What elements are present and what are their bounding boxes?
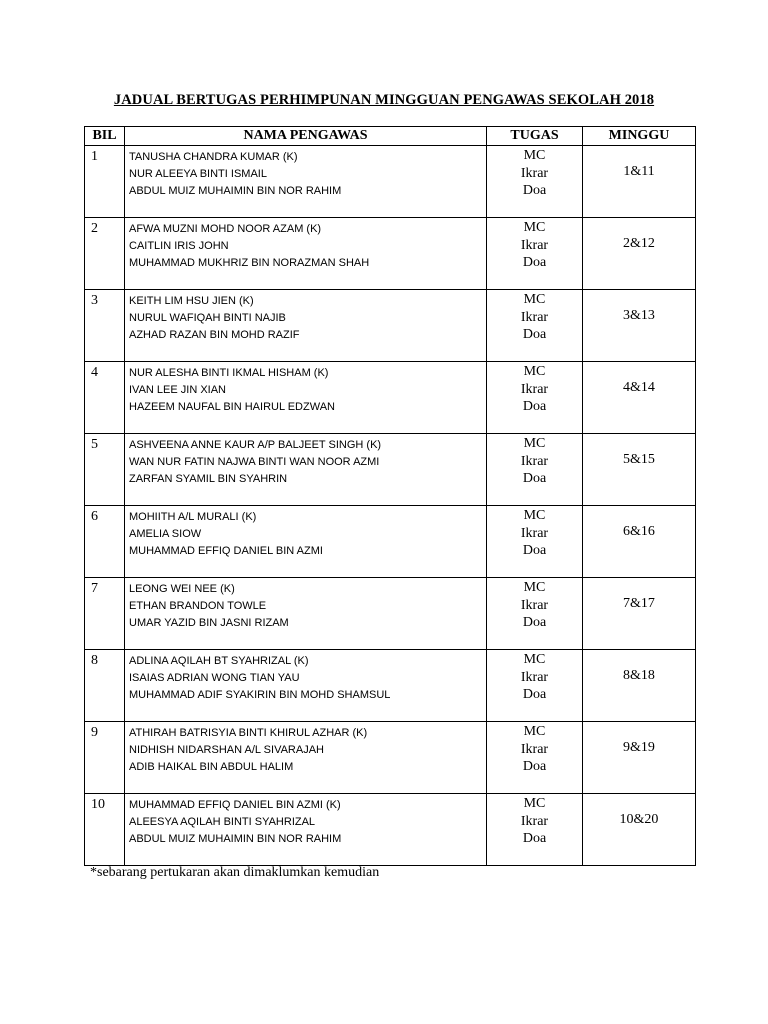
nama-pengawas-cell [125, 794, 487, 866]
prefect-name: ISAIAS ADRIAN WONG TIAN YAU [129, 672, 300, 684]
table-row [85, 146, 696, 218]
nama-pengawas-cell [125, 650, 487, 722]
minggu-cell: 6&16 [583, 506, 696, 578]
nama-pengawas-cell [125, 434, 487, 506]
prefect-name: UMAR YAZID BIN JASNI RIZAM [129, 617, 289, 629]
duty-label: MC [523, 652, 546, 667]
table-row [85, 434, 696, 506]
table-row [85, 794, 696, 866]
prefect-name: NUR ALESHA BINTI IKMAL HISHAM (K) [129, 367, 329, 379]
prefect-name: LEONG WEI NEE (K) [129, 583, 235, 595]
bil-cell: 10 [85, 794, 125, 866]
duty-label: MC [523, 724, 546, 739]
prefect-name: AMELIA SIOW [129, 528, 202, 540]
duty-label: Doa [522, 543, 547, 558]
duty-label: MC [523, 796, 546, 811]
prefect-name: ABDUL MUIZ MUHAIMIN BIN NOR RAHIM [129, 833, 342, 845]
tugas-cell [487, 146, 583, 218]
bil-cell: 3 [85, 290, 125, 362]
prefect-name: MUHAMMAD MUKHRIZ BIN NORAZMAN SHAH [129, 257, 370, 269]
prefect-name: ASHVEENA ANNE KAUR A/P BALJEET SINGH (K) [129, 439, 382, 451]
document-title: JADUAL BERTUGAS PERHIMPUNAN MINGGUAN PENGAWAS SEKOLAH 2018 [113, 92, 655, 108]
minggu-cell: 8&18 [583, 650, 696, 722]
nama-pengawas-cell [125, 290, 487, 362]
tugas-cell [487, 650, 583, 722]
prefect-name: ADIB HAIKAL BIN ABDUL HALIM [129, 761, 294, 773]
minggu-cell: 9&19 [583, 722, 696, 794]
table-row [85, 506, 696, 578]
duty-label: Ikrar [520, 237, 549, 253]
duty-label: Ikrar [520, 741, 549, 757]
table-row [85, 722, 696, 794]
nama-pengawas-cell [125, 722, 487, 794]
tugas-cell [487, 362, 583, 434]
prefect-name: NIDHISH NIDARSHAN A/L SIVARAJAH [129, 744, 324, 756]
tugas-cell [487, 506, 583, 578]
duty-label: MC [523, 148, 546, 163]
duty-label: Doa [522, 759, 547, 774]
nama-pengawas-cell [125, 578, 487, 650]
duty-label: Ikrar [520, 453, 549, 469]
minggu-cell: 3&13 [583, 290, 696, 362]
prefect-name: ALEESYA AQILAH BINTI SYAHRIZAL [129, 816, 316, 828]
duty-label: MC [523, 292, 546, 307]
prefect-name: TANUSHA CHANDRA KUMAR (K) [129, 151, 298, 163]
tugas-cell [487, 578, 583, 650]
prefect-name: MUHAMMAD EFFIQ DANIEL BIN AZMI (K) [129, 799, 341, 811]
bil-cell: 6 [85, 506, 125, 578]
prefect-name: CAITLIN IRIS JOHN [129, 240, 229, 252]
duty-label: Doa [522, 615, 547, 630]
table-row [85, 218, 696, 290]
duty-label: Ikrar [520, 165, 549, 181]
table-row [85, 362, 696, 434]
duty-label: Doa [522, 255, 547, 270]
minggu-cell: 5&15 [583, 434, 696, 506]
duty-label: Doa [522, 831, 547, 846]
minggu-cell: 2&12 [583, 218, 696, 290]
duty-roster-table [84, 126, 696, 866]
minggu-cell: 7&17 [583, 578, 696, 650]
tugas-cell [487, 218, 583, 290]
prefect-name: AFWA MUZNI MOHD NOOR AZAM (K) [129, 223, 322, 235]
duty-label: Ikrar [520, 813, 549, 829]
duty-label: Ikrar [520, 525, 549, 541]
tugas-cell [487, 290, 583, 362]
tugas-cell [487, 434, 583, 506]
table-header-row [85, 127, 696, 146]
prefect-name: KEITH LIM HSU JIEN (K) [129, 295, 254, 307]
duty-label: Ikrar [520, 309, 549, 325]
nama-pengawas-cell [125, 506, 487, 578]
prefect-name: ADLINA AQILAH BT SYAHRIZAL (K) [129, 655, 309, 667]
header-tugas: TUGAS [487, 127, 583, 146]
minggu-cell: 1&11 [583, 146, 696, 218]
bil-cell: 9 [85, 722, 125, 794]
nama-pengawas-cell [125, 362, 487, 434]
bil-cell: 1 [85, 146, 125, 218]
duty-label: MC [523, 508, 546, 523]
prefect-name: NURUL WAFIQAH BINTI NAJIB [129, 312, 286, 324]
bil-cell: 8 [85, 650, 125, 722]
prefect-name: HAZEEM NAUFAL BIN HAIRUL EDZWAN [129, 401, 335, 413]
nama-pengawas-cell [125, 146, 487, 218]
prefect-name: WAN NUR FATIN NAJWA BINTI WAN NOOR AZMI [129, 456, 380, 468]
table-row [85, 578, 696, 650]
prefect-name: MOHIITH A/L MURALI (K) [129, 511, 257, 523]
table-row [85, 650, 696, 722]
duty-label: Ikrar [520, 597, 549, 613]
prefect-name: MUHAMMAD EFFIQ DANIEL BIN AZMI [129, 545, 323, 557]
prefect-name: MUHAMMAD ADIF SYAKIRIN BIN MOHD SHAMSUL [129, 689, 391, 701]
bil-cell: 2 [85, 218, 125, 290]
duty-label: Doa [522, 327, 547, 342]
tugas-cell [487, 722, 583, 794]
prefect-name: ABDUL MUIZ MUHAIMIN BIN NOR RAHIM [129, 185, 342, 197]
header-minggu: MINGGU [583, 127, 696, 146]
bil-cell: 7 [85, 578, 125, 650]
duty-label: Doa [522, 471, 547, 486]
table-body [85, 146, 696, 866]
duty-label: MC [523, 220, 546, 235]
duty-label: Doa [522, 687, 547, 702]
tugas-cell [487, 794, 583, 866]
duty-label: MC [523, 364, 546, 379]
table-row [85, 290, 696, 362]
bil-cell: 5 [85, 434, 125, 506]
minggu-cell: 10&20 [583, 794, 696, 866]
prefect-name: ATHIRAH BATRISYIA BINTI KHIRUL AZHAR (K) [129, 727, 368, 739]
prefect-name: NUR ALEEYA BINTI ISMAIL [129, 168, 267, 180]
duty-label: Ikrar [520, 381, 549, 397]
nama-pengawas-cell [125, 218, 487, 290]
header-nama-pengawas: NAMA PENGAWAS [125, 127, 487, 146]
footnote: *sebarang pertukaran akan dimaklumkan kemudian [90, 865, 380, 880]
duty-label: Doa [522, 399, 547, 414]
prefect-name: ETHAN BRANDON TOWLE [129, 600, 267, 612]
prefect-name: IVAN LEE JIN XIAN [129, 384, 226, 396]
header-bil: BIL [85, 127, 125, 146]
duty-label: Doa [522, 183, 547, 198]
duty-label: Ikrar [520, 669, 549, 685]
duty-label: MC [523, 580, 546, 595]
bil-cell: 4 [85, 362, 125, 434]
minggu-cell: 4&14 [583, 362, 696, 434]
prefect-name: AZHAD RAZAN BIN MOHD RAZIF [129, 329, 300, 341]
duty-label: MC [523, 436, 546, 451]
prefect-name: ZARFAN SYAMIL BIN SYAHRIN [129, 473, 288, 485]
